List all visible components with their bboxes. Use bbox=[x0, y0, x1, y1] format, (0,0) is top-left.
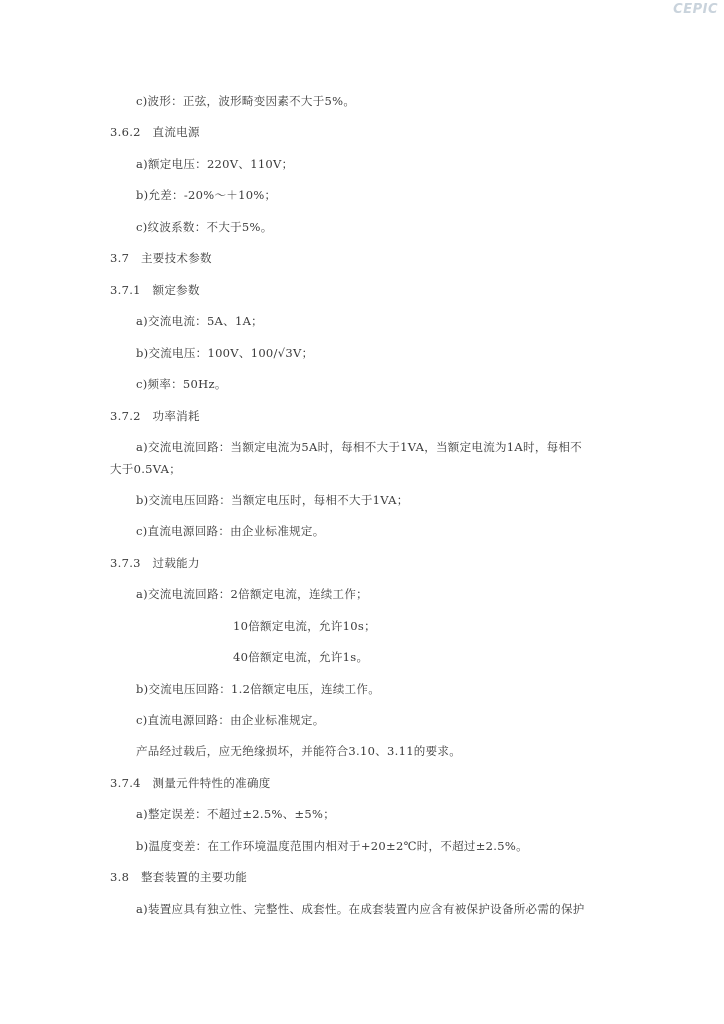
item-b-ac-voltage: b)交流电压：100V、100/√3V； bbox=[136, 346, 314, 360]
heading-3-7-1: 3.7.1 额定参数 bbox=[110, 283, 200, 297]
item-c-frequency: c)频率：50Hz。 bbox=[136, 377, 227, 391]
cepic-logo: CEPIC bbox=[673, 2, 718, 17]
heading-3-7: 3.7 主要技术参数 bbox=[110, 251, 212, 265]
paragraph-overload-note: 产品经过载后，应无绝缘损坏，并能符合3.10、3.11的要求。 bbox=[136, 744, 462, 758]
item-c-dc-power-circuit: c)直流电源回路：由企业标准规定。 bbox=[136, 524, 325, 538]
item-a-setting-error: a)整定误差：不超过±2.5%、±5%； bbox=[136, 807, 336, 821]
heading-3-6-2: 3.6.2 直流电源 bbox=[110, 125, 200, 139]
item-c-waveform: c)波形：正弦，波形畸变因素不大于5%。 bbox=[136, 94, 356, 108]
item-a-device-function: a)装置应具有独立性、完整性、成套性。在成套装置内应含有被保护设备所必需的保护 bbox=[136, 902, 585, 916]
item-c-overload-dc: c)直流电源回路：由企业标准规定。 bbox=[136, 713, 325, 727]
item-a-ac-current: a)交流电流：5A、1A； bbox=[136, 314, 263, 328]
item-b-overload-voltage: b)交流电压回路：1.2倍额定电压，连续工作。 bbox=[136, 682, 381, 696]
item-b-tolerance: b)允差：-20%～＋10%； bbox=[136, 188, 277, 202]
item-a-ac-current-circuit-2: 大于0.5VA； bbox=[110, 462, 182, 476]
heading-3-7-4: 3.7.4 测量元件特性的准确度 bbox=[110, 776, 271, 790]
item-a-ac-current-circuit-1: a)交流电流回路：当额定电流为5A时，每相不大于1VA，当额定电流为1A时，每相不 bbox=[136, 440, 583, 454]
item-b-temperature-variation: b)温度变差：在工作环境温度范围内相对于+20±2℃时，不超过±2.5%。 bbox=[136, 839, 528, 853]
heading-3-7-2: 3.7.2 功率消耗 bbox=[110, 409, 200, 423]
heading-3-7-3: 3.7.3 过载能力 bbox=[110, 556, 200, 570]
item-b-ac-voltage-circuit: b)交流电压回路：当额定电压时，每相不大于1VA； bbox=[136, 493, 409, 507]
item-a-overload-2: 10倍额定电流，允许10s； bbox=[233, 619, 376, 633]
item-a-overload-3: 40倍额定电流，允许1s。 bbox=[233, 650, 369, 664]
item-a-rated-voltage: a)额定电压：220V、110V； bbox=[136, 157, 294, 171]
heading-3-8: 3.8 整套装置的主要功能 bbox=[110, 870, 248, 884]
item-c-ripple: c)纹波系数：不大于5%。 bbox=[136, 220, 273, 234]
item-a-overload-1: a)交流电流回路：2倍额定电流，连续工作； bbox=[136, 587, 368, 601]
